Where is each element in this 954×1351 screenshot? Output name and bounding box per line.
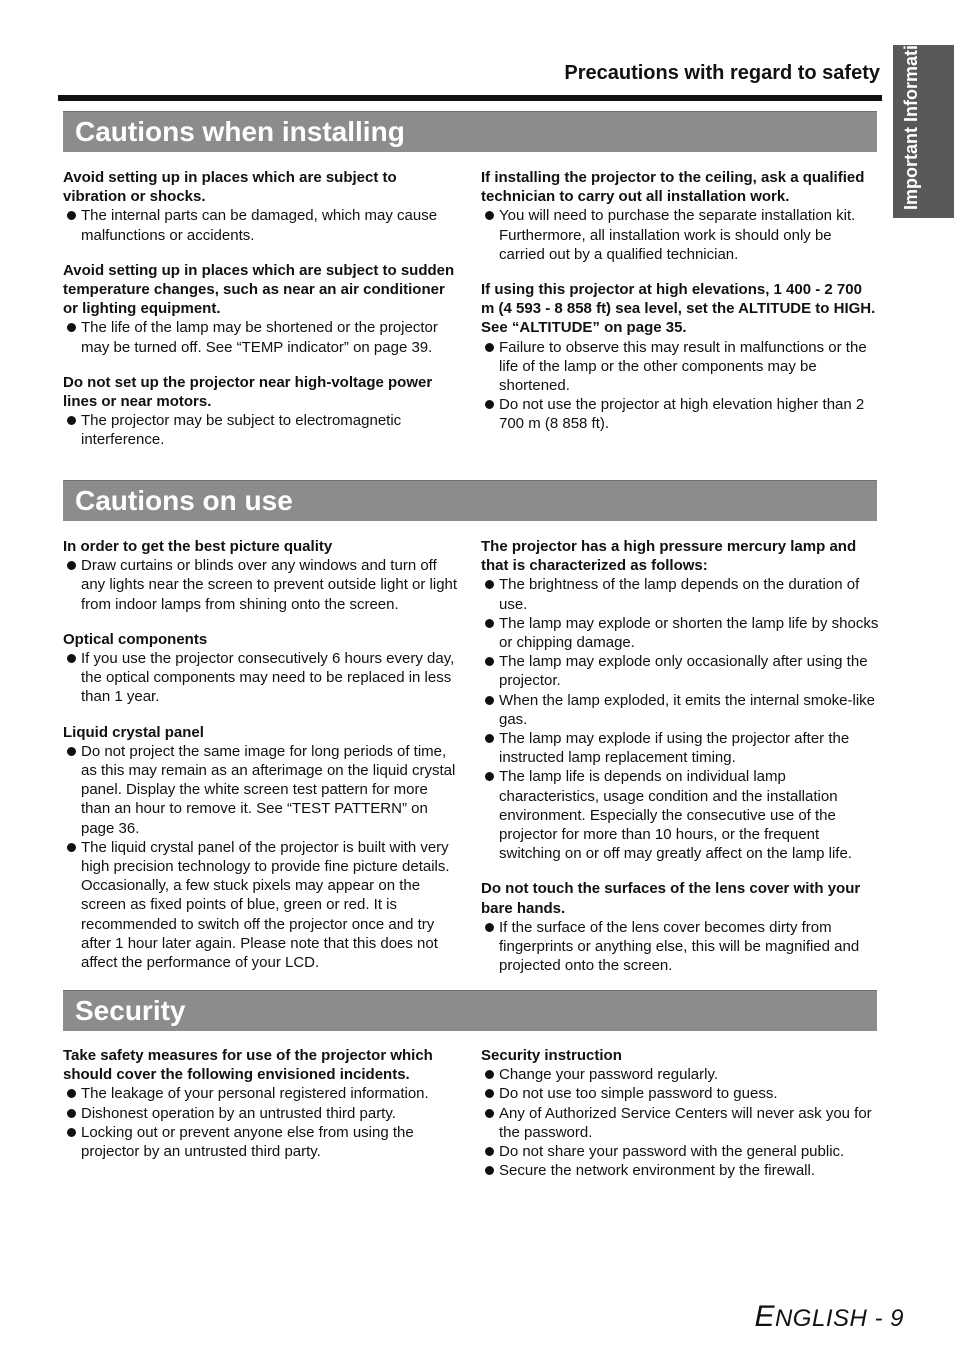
installing-right-column	[481, 168, 879, 450]
block-heading: Do not touch the surfaces of the lens cover with your bare hands.	[481, 880, 861, 917]
bullet-item	[481, 767, 879, 863]
side-tab	[893, 23, 954, 218]
bullet-item	[481, 1142, 879, 1161]
bullet-text: Do not share your password with the general public.	[499, 1143, 845, 1161]
content-block	[481, 537, 879, 863]
content-block	[63, 261, 459, 357]
bullet-text: The lamp may explode only occasionally after using the projector.	[499, 653, 868, 690]
content-block	[63, 537, 459, 614]
block-heading: Optical components	[63, 630, 208, 648]
content-block	[481, 1046, 879, 1180]
bullet-item	[63, 411, 459, 449]
bullet-dot-icon	[485, 619, 494, 628]
bullet-item	[63, 556, 459, 614]
bullet-item	[481, 691, 879, 729]
bullet-dot-icon	[67, 654, 76, 663]
bullet-item	[63, 649, 459, 707]
bullet-text: The brightness of the lamp depends on the duration of use.	[499, 576, 860, 613]
section-title: Cautions when installing	[75, 116, 405, 147]
block-heading: In order to get the best picture quality	[63, 538, 333, 555]
bullet-item	[481, 338, 879, 396]
block-heading: If installing the projector to the ceiling, ask a qualified technician to carry out all installation work.	[481, 169, 865, 206]
bullet-dot-icon	[485, 772, 494, 781]
content-block	[63, 630, 459, 707]
side-tab-label: Important Information	[901, 23, 921, 210]
page-number-rest: NGLISH - 9	[774, 1305, 904, 1332]
security-left-column	[63, 1046, 459, 1177]
bullet-text: The liquid crystal panel of the projector is built with very high precision technology to provide fine picture details. Occasionally, a few stuck pixels may appear on the screen as fixed points of blue, green or red. It is recommended to switch off the projector once and try after 1 hour later again. Please note that this does not affect the performance of your LCD.	[81, 838, 450, 972]
block-heading: Do not set up the projector near high-voltage power lines or near motors.	[63, 373, 433, 411]
bullet-dot-icon	[485, 1070, 494, 1079]
use-left-column	[63, 537, 459, 988]
bullet-text: The internal parts can be damaged, which may cause malfunctions or accidents.	[81, 207, 438, 244]
block-heading: Avoid setting up in places which are subject to sudden temperature changes, such as near an air conditioner or lighting equipment.	[63, 261, 455, 318]
bullet-dot-icon	[485, 696, 494, 705]
bullet-text: If the surface of the lens cover becomes dirty from fingerprints or anything else, this will be magnified and projected onto the screen.	[499, 918, 860, 975]
bullet-text: Locking out or prevent anyone else from using the projector by an untrusted third party.	[81, 1123, 414, 1161]
bullet-item	[63, 206, 459, 244]
bullet-dot-icon	[67, 323, 76, 332]
bullet-text: Draw curtains or blinds over any windows and turn off any lights near the screen to prevent outside light or light from indoor lamps from shining onto the screen.	[81, 557, 458, 613]
bullet-text: Failure to observe this may result in malfunctions or the life of the lamp or the other components may be shortened.	[499, 338, 867, 395]
installing-left-column	[63, 168, 459, 466]
section-bar-security	[63, 990, 877, 1031]
bullet-item	[63, 838, 459, 972]
bullet-dot-icon	[485, 1109, 494, 1118]
page-number	[754, 1300, 904, 1334]
bullet-text: You will need to purchase the separate installation kit. Furthermore, all installation work is should only be carried out by a qualified technician.	[499, 207, 856, 263]
bullet-text: Secure the network environment by the firewall.	[499, 1162, 815, 1180]
bullet-dot-icon	[485, 1166, 494, 1175]
bullet-text: The leakage of your personal registered information.	[81, 1085, 429, 1103]
bullet-item	[481, 1065, 879, 1084]
content-block	[481, 879, 879, 975]
bullet-dot-icon	[67, 843, 76, 852]
content-block	[63, 1046, 459, 1161]
bullet-text: Do not project the same image for long periods of time, as this may remain as an afterimage on the liquid crystal panel. Display the white screen test pattern for more than an hour to remove it. See “TEST PATTERN” on page 36.	[81, 742, 456, 837]
content-block	[481, 168, 879, 264]
bullet-dot-icon	[67, 1128, 76, 1137]
section-title: Security	[75, 995, 186, 1026]
bullet-item	[481, 614, 879, 652]
block-heading: Take safety measures for use of the projector which should cover the following envisioned incidents.	[63, 1047, 433, 1084]
bullet-text: When the lamp exploded, it emits the internal smoke-like gas.	[499, 691, 876, 728]
bullet-item	[481, 206, 879, 264]
bullet-dot-icon	[67, 561, 76, 570]
bullet-dot-icon	[67, 747, 76, 756]
header-rule	[58, 95, 882, 101]
bullet-item	[63, 1123, 459, 1161]
bullet-text: Do not use the projector at high elevation higher than 2 700 m (8 858 ft).	[499, 396, 865, 433]
section-title: Cautions on use	[75, 485, 293, 516]
bullet-text: Do not use too simple password to guess.	[499, 1085, 778, 1103]
bullet-dot-icon	[67, 1089, 76, 1098]
bullet-item	[481, 729, 879, 767]
content-block	[63, 168, 459, 245]
bullet-text: The life of the lamp may be shortened or the projector may be turned off. See “TEMP indicator” on page 39.	[81, 319, 438, 356]
security-right-column	[481, 1046, 879, 1196]
section-bar-use	[63, 480, 877, 521]
bullet-item	[481, 918, 879, 976]
content-block	[63, 723, 459, 973]
bullet-text: Dishonest operation by an untrusted third party.	[81, 1104, 396, 1122]
bullet-dot-icon	[485, 923, 494, 932]
bullet-item	[481, 652, 879, 690]
bullet-item	[63, 1084, 459, 1103]
page-header-title: Precautions with regard to safety	[564, 62, 880, 84]
use-right-column	[481, 537, 879, 991]
bullet-text: The projector may be subject to electromagnetic interference.	[81, 412, 402, 449]
bullet-text: Change your password regularly.	[499, 1066, 719, 1084]
block-heading: If using this projector at high elevations, 1 400 - 2 700 m (4 593 - 8 858 ft) sea level, set the ALTITUDE to HIGH. See “ALTITUDE” on page 35.	[481, 281, 876, 337]
block-heading: Security instruction	[481, 1047, 622, 1064]
bullet-item	[63, 318, 459, 356]
bullet-dot-icon	[485, 343, 494, 352]
bullet-dot-icon	[485, 657, 494, 666]
bullet-dot-icon	[67, 1109, 76, 1118]
bullet-item	[63, 742, 459, 838]
bullet-dot-icon	[485, 580, 494, 589]
bullet-text: Any of Authorized Service Centers will never ask you for the password.	[499, 1104, 872, 1141]
bullet-item	[481, 395, 879, 433]
bullet-item	[481, 1161, 879, 1180]
bullet-dot-icon	[485, 400, 494, 409]
bullet-text: The lamp may explode or shorten the lamp life by shocks or chipping damage.	[499, 614, 879, 652]
bullet-item	[63, 1104, 459, 1123]
block-heading: The projector has a high pressure mercury lamp and that is characterized as follows:	[481, 538, 857, 575]
bullet-text: The lamp may explode if using the projector after the instructed lamp replacement timing.	[499, 730, 850, 767]
bullet-item	[481, 1084, 879, 1103]
bullet-dot-icon	[485, 1089, 494, 1098]
bullet-dot-icon	[67, 211, 76, 220]
bullet-dot-icon	[485, 211, 494, 220]
content-block	[63, 373, 459, 450]
block-heading: Liquid crystal panel	[63, 723, 204, 741]
bullet-dot-icon	[67, 416, 76, 425]
bullet-item	[481, 575, 879, 613]
page-number-initial: E	[754, 1300, 775, 1333]
bullet-text: If you use the projector consecutively 6 hours every day, the optical components may need to be replaced in less than 1 year.	[81, 650, 455, 706]
bullet-item	[481, 1104, 879, 1142]
section-bar-installing	[63, 111, 877, 152]
block-heading: Avoid setting up in places which are subject to vibration or shocks.	[63, 169, 397, 206]
content-block	[481, 280, 879, 434]
bullet-text: The lamp life is depends on individual lamp characteristics, usage condition and the installation environment. Especially the consecutive use of the projector for more than 10 hours, or the frequent switching on or off may greatly affect on the lamp life.	[499, 768, 852, 863]
bullet-dot-icon	[485, 734, 494, 743]
bullet-dot-icon	[485, 1147, 494, 1156]
